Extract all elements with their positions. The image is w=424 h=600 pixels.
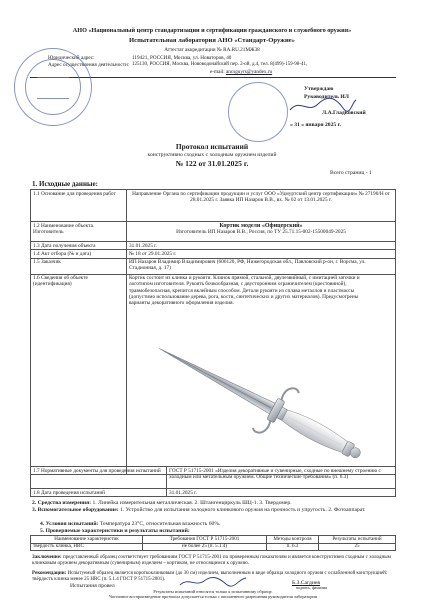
row-label: 1.6 Сведения об объекте (идентификация): [31, 274, 127, 474]
col-header: Методы контроля: [267, 536, 319, 544]
row-value: 31.01.2025 г.: [127, 242, 396, 250]
row-value: ГОСТ Р 51715-2001 «Изделия декоративные и сувенирные, сходные по внешнему строению с холодным или метательным оружием. Общие технические требования» (п. 6.3): [167, 467, 396, 489]
col-header: Результаты испытаний: [319, 536, 396, 544]
conclusion-text: представленный образец соответствует требованиям ГОСТ Р 51715-2001 по проверенным показателям и является конструктивно сходным с холодным клинковым оружием декоративным (сувенирным) изделием – кортиком, не относящимся к оружию.: [32, 554, 391, 566]
signatory-name: Б.З.Сагдиев: [292, 580, 321, 586]
table-row: [31, 258, 396, 274]
row-value: [127, 222, 396, 242]
table-cell: не более 25 (п. 5.1.4): [143, 543, 267, 551]
legal-address-label: Юридический адрес:: [48, 55, 95, 61]
approval-line1: Утверждаю: [304, 86, 334, 92]
email-label: e-mail:: [210, 69, 225, 75]
conducted-label: Испытания провел: [70, 583, 115, 589]
item2-text: 1. Линейка измерительная металлическая. 2. Штангенциркуль ШЦ-1. 3. Твердомер.: [92, 500, 292, 506]
table-row: [31, 467, 396, 489]
protocol-number: № 122 от 31.01.2025 г.: [175, 159, 249, 168]
attestat: Аттестат аккредитации № RA.RU.21МЖ38: [164, 47, 260, 53]
page-count: Всего страниц - 1: [330, 170, 372, 176]
org-name: АНО «Национальный центр стандартизации и сертификации гражданского и служебного оружия»: [72, 27, 352, 34]
dirk-photo: [150, 340, 400, 480]
protocol-subtitle: конструктивно сходных с холодным оружием изделий: [147, 152, 277, 158]
tester-signature: [178, 576, 248, 588]
norms-table: [30, 466, 396, 497]
object-description: Кортик состоит из клинка и рукояти. Клинок прямой, стальной, двулезвийный, с имитацией заточки и логотипом изготовителя. Рукоять бочкообразная, с двусторонним ограничителем (крестовиной), травмобезопасная, крепится вклейным способом. Детали рукояти из сплава металлов и пластмассы (допустимо использование дерева, рога, кости, синтетических и других материалов). Предусмотрены варианты декоративного оформления изделия.: [129, 275, 360, 307]
table-row: [31, 489, 396, 497]
table-row: [31, 222, 396, 242]
item3-title: 3. Вспомогательное оборудование:: [32, 507, 119, 513]
section1-title: 1. Исходные данные:: [32, 180, 98, 188]
lab-round-seal: [14, 48, 92, 126]
results-table: [30, 535, 396, 551]
legal-address: 119421, РОССИЯ, Москва, ул. Новаторов, 40: [132, 55, 232, 61]
item-conditions: [40, 521, 396, 528]
approval-seal: [228, 82, 288, 142]
table-row: [31, 242, 396, 250]
conclusion-label: Заключение:: [32, 554, 62, 560]
row-label: 1.2 Наименование объекта. Изготовитель: [31, 222, 127, 242]
table-header-row: [31, 536, 396, 544]
approval-line3: Л.А.Гладковский: [322, 110, 366, 116]
footer-note-2: Частичное воспроизведение протокола допускается только с письменного разрешения руководителя лаборатории: [109, 594, 317, 599]
item4-title: 4. Условия испытаний:: [40, 521, 99, 527]
col-header: Наименование характеристик: [31, 536, 143, 544]
approval-date: « 31 » января 2025 г.: [290, 122, 341, 128]
activity-address-label: Адрес осуществления деятельности:: [48, 62, 130, 68]
table-row: [31, 250, 396, 258]
row-label: 1.3 Дата получения объекта: [31, 242, 127, 250]
row-value: № 18 от 29.01.2025 г.: [127, 250, 396, 258]
signatory-role: подпись, фамилия: [296, 585, 327, 590]
object-name: Кортик модели «Офицерский»: [219, 222, 303, 229]
row-label: 1.8 Дата проведения испытаний: [31, 489, 167, 497]
recommendation-text: Испытуемый образец является короткоклинковым (до 30 см) изделием, выполненным в виде образца холодного оружия с ослабленной конструкцией: твёрдость клинка менее 25 HRC (п. 5.1.4 ГОСТ Р 51715-2001).: [32, 571, 388, 582]
row-value: Направление Органа по сертификации продукции и услуг ООО «Удмуртский центр сертификации» № 27190/Н от 28.01.2025 г. Заявка ИП Назаров В.В., вх. № 02 от 13.01.2025 г.: [127, 190, 396, 222]
item5-title: 5. Проверяемые характеристики и результаты испытаний:: [40, 528, 190, 534]
protocol-title: Протокол испытаний: [175, 142, 249, 151]
lab-name: Испытательная лаборатория АНО «Стандарт-Оружие»: [129, 37, 295, 44]
row-label: 1.1 Основание для проведения работ: [31, 190, 127, 222]
object-maker: Изготовитель ИП Назаров В.В., Россия, по ТУ 25.71.15-002-15500049-2025: [176, 228, 346, 235]
item3-text: 1. Устройство для испытания холодного клинкового оружия на прочность и упругость. 2. Фотоаппарат.: [119, 507, 366, 513]
activity-address: 125130, РОССИЯ, Москва, Нововодонайский пер. 2-ой, д.4, тел. 8(499)-159-98-41,: [132, 62, 308, 67]
table-row: [31, 190, 396, 222]
row-value: ИП Назаров Владимир Владимирович (606120, РФ, Нижегородская обл., Павловский р-он, г. Ворсма, ул. Стадионная, д. 17): [127, 258, 396, 274]
row-label: 1.5 Заказчик: [31, 258, 127, 274]
item-measuring-tools: [32, 500, 396, 507]
col-header: Требования ГОСТ Р 51715-2001: [143, 536, 267, 544]
conclusion-block: [32, 555, 396, 566]
recommendation-label: Рекомендации:: [32, 571, 67, 576]
table-cell: 25: [319, 543, 396, 551]
approval-signature: [288, 96, 358, 114]
item-aux-equipment: [32, 507, 396, 514]
table-cell: п. 6.3: [267, 543, 319, 551]
email-link[interactable]: ancsguyrs@yandex.ru: [226, 69, 273, 75]
row-label: 1.7 Нормативные документы для проведения испытаний: [31, 467, 167, 489]
row-label: 1.4 Акт отбора (№ и дата): [31, 250, 127, 258]
table-row: [31, 543, 396, 551]
item2-title: 2. Средства измерения:: [32, 500, 92, 506]
table-cell: твердость клинка, HRC: [31, 543, 143, 551]
item4-text: Температура 23°С, относительная влажность 60%.: [99, 521, 221, 527]
approval-line2: Руководитель ИЛ: [304, 94, 349, 100]
row-value: 31.01.2025 г.: [167, 489, 396, 497]
footer-note-1: Результаты испытаний относятся только к испытанному образцу.: [153, 589, 273, 594]
